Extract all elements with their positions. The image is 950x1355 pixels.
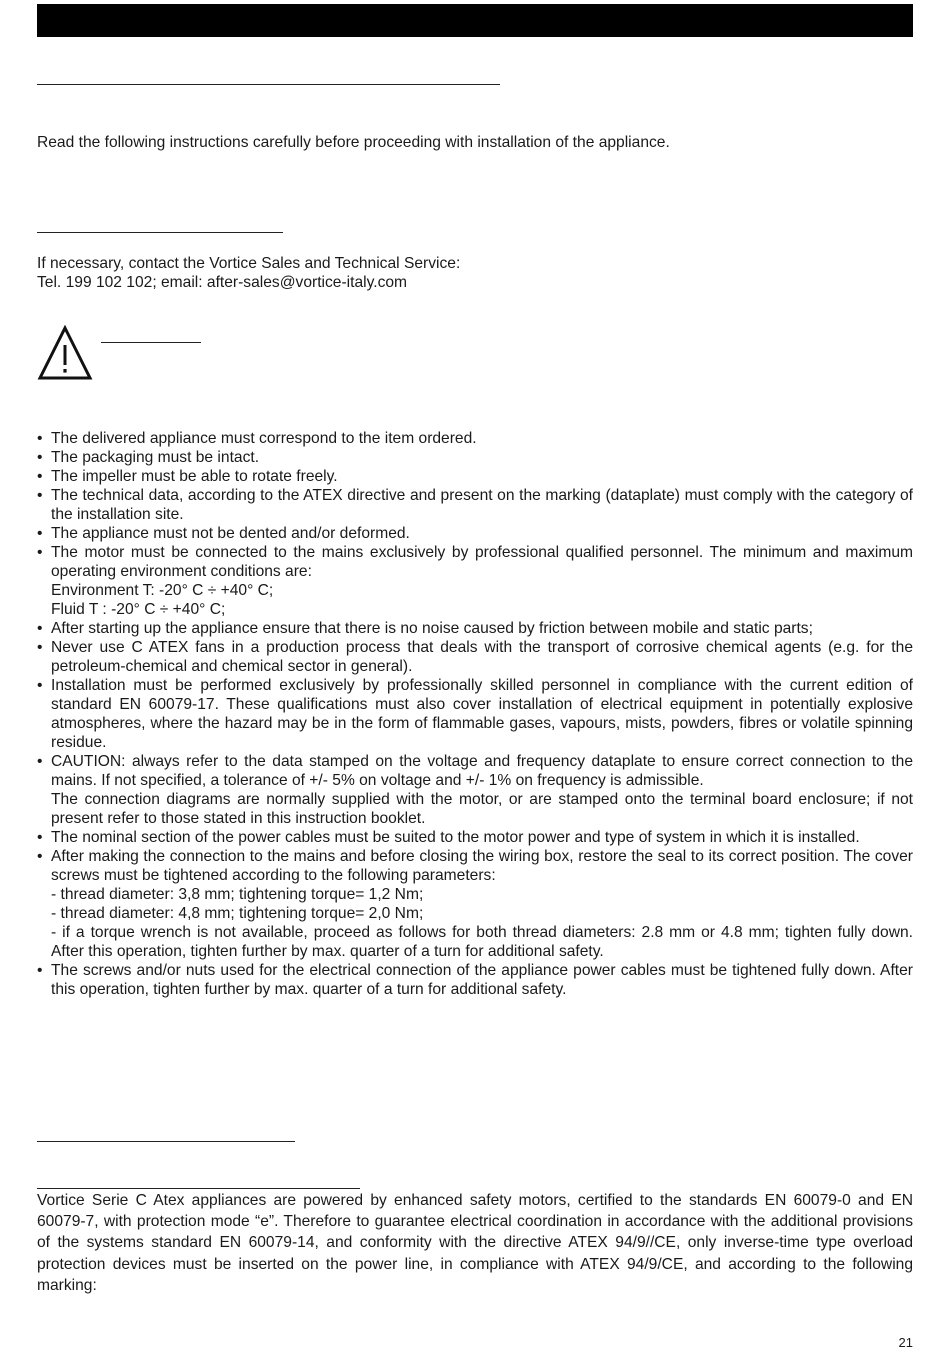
contact-line-1: If necessary, contact the Vortice Sales and Technical Service:: [37, 255, 461, 272]
checklist-item: [37, 752, 913, 828]
intro-text: Read the following instructions carefully before proceeding with installation of the appliance.: [37, 134, 670, 151]
page-number: 21: [898, 1335, 913, 1350]
checklist-item-subline: The connection diagrams are normally supplied with the motor, or are stamped onto the terminal board enclosure; if not present refer to those stated in this instruction booklet.: [51, 791, 913, 827]
section-title-rule: [37, 84, 500, 85]
checklist-item-text: • After starting up the appliance ensure that there is no noise caused by friction between mobile and static parts;: [51, 620, 813, 637]
checklist-item: [37, 828, 913, 847]
checklist-item-text: • CAUTION: always refer to the data stamped on the voltage and frequency dataplate to ensure correct connection to the mains. If not specified, a tolerance of +/- 5% on voltage and +/- 1% on frequency is admissible.: [51, 753, 913, 789]
checklist-item-text: • The nominal section of the power cables must be suited to the motor power and type of system in which it is installed.: [51, 829, 860, 846]
checklist-item-text: • Installation must be performed exclusively by professionally skilled personnel in compliance with the current edition of standard EN 60079-17. These qualifications must also cover installation of electrical equipment in potentially explosive atmospheres, where the hazard may be in the form of flammable gases, vapours, mists, powders, fibres or volatile spinning residue.: [51, 677, 913, 751]
checklist-item-text: • The technical data, according to the ATEX directive and present on the marking (dataplate) must comply with the category of the installation site.: [51, 487, 913, 523]
checklist-item-text: • The impeller must be able to rotate freely.: [51, 468, 338, 485]
checklist-item-text: • The packaging must be intact.: [51, 449, 260, 466]
overload-section-rule: [37, 1188, 360, 1189]
checklist-item: [37, 961, 913, 999]
checklist-item: [37, 486, 913, 524]
checklist-item-subline: - if a torque wrench is not available, proceed as follows for both thread diameters: 2.8 mm or 4.8 mm; tighten fully down. After this operation, tighten further by max. quarter of a turn for additional safety.: [51, 924, 913, 960]
warning-triangle-icon: [37, 325, 93, 381]
checklist-item-subline: Environment T: -20° C ÷ +40° C;: [51, 582, 274, 599]
checklist-item: [37, 619, 913, 638]
checklist-item-text: • The appliance must not be dented and/or deformed.: [51, 525, 410, 542]
header-bar: [37, 4, 913, 37]
checklist-item-text: • The screws and/or nuts used for the electrical connection of the appliance power cables must be tightened fully down. After this operation, tighten further by max. quarter of a turn for additional safety.: [51, 962, 913, 998]
checklist-item-text: • Never use C ATEX fans in a production process that deals with the transport of corrosive chemical agents (e.g. for the petroleum-chemical and chemical sector in general).: [51, 639, 913, 675]
checklist-item: [37, 638, 913, 676]
checklist-item: [37, 676, 913, 752]
checklist-item: [37, 543, 913, 619]
checklist-item: [37, 524, 913, 543]
checklist-item-text: • The motor must be connected to the mains exclusively by professional qualified personnel. The minimum and maximum operating environment conditions are:: [51, 544, 913, 580]
checklist-item: [37, 467, 913, 486]
checklist-item: [37, 448, 913, 467]
electrical-section-rule: [37, 1141, 295, 1142]
checklist-item-text: • The delivered appliance must correspond to the item ordered.: [51, 430, 477, 447]
contact-line-2: Tel. 199 102 102; email: after-sales@vortice-italy.com: [37, 274, 408, 291]
checklist-item: [37, 429, 913, 448]
checklist: [37, 429, 913, 999]
checklist-item-text: • After making the connection to the mains and before closing the wiring box, restore the seal to its correct position. The cover screws must be tightened according to the following parameters:: [51, 848, 913, 884]
checklist-item-subline: - thread diameter: 4,8 mm; tightening torque= 2,0 Nm;: [51, 905, 424, 922]
warning-title-rule: [101, 342, 201, 343]
subsection-title-rule: [37, 232, 283, 233]
checklist-item: [37, 847, 913, 961]
checklist-item-subline: Fluid T : -20° C ÷ +40° C;: [51, 601, 226, 618]
checklist-item-subline: - thread diameter: 3,8 mm; tightening torque= 1,2 Nm;: [51, 886, 424, 903]
motor-paragraph: Vortice Serie C Atex appliances are powered by enhanced safety motors, certified to the standards EN 60079-0 and EN 60079-7, with protection mode “e”. Therefore to guarantee electrical coordination in accordance with the additional provisions of the systems standard EN 60079-14, and conformity with the directive ATEX 94/9//CE, only inverse-time type overload protection devices must be inserted on the power line, in compliance with ATEX 94/9/CE, and according to the following marking:: [37, 1192, 913, 1294]
